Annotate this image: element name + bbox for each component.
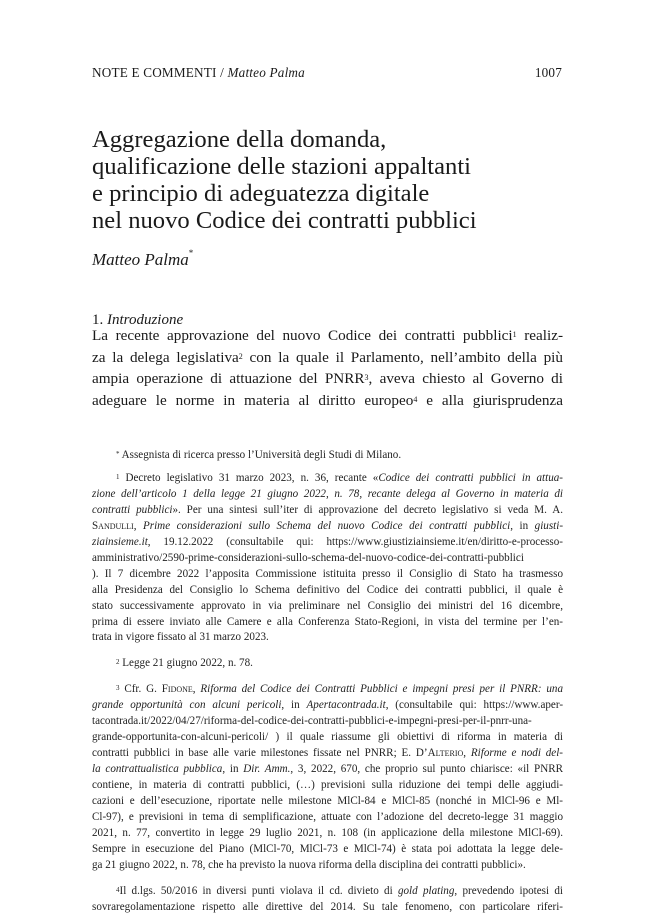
body-text: , aveva chiesto al Governo di bbox=[368, 370, 563, 387]
footnote-text: Sempre in esecuzione del Piano (MlCl-70, MlCl-73 e MlCl-74) è stata poi adottata la legge dele- bbox=[92, 842, 563, 855]
page-number: 1007 bbox=[534, 65, 562, 80]
footnote-ref: 1 bbox=[512, 330, 517, 339]
author-name: Matteo Palma bbox=[92, 250, 189, 269]
footnote-text: , in bbox=[510, 519, 535, 532]
title-line: nel nuovo Codice dei contratti pubblici bbox=[92, 207, 477, 234]
footnote-ref: 2 bbox=[238, 351, 243, 361]
footnote-line bbox=[92, 448, 563, 464]
body-text: ampia operazione di attuazione del PNRR bbox=[92, 370, 365, 387]
footnote-line bbox=[92, 714, 563, 730]
footnote-mark: * bbox=[116, 450, 120, 458]
footnote-text: D’Alterio bbox=[415, 747, 464, 760]
body-line bbox=[92, 347, 563, 369]
footnote-text: cazioni e dell’esecuzione, riportate nelle milestone MlCl-84 e MlCl-85 (nonché in MlCl-96 e Ml- bbox=[92, 795, 563, 808]
title-line: qualificazione delle stazioni appaltanti bbox=[92, 153, 471, 180]
body-line bbox=[92, 325, 563, 347]
footnote-line bbox=[92, 567, 563, 583]
footnote-line bbox=[92, 730, 563, 746]
footnote-text: prima di essere inviato alle Camere e alla Conferenza Stato-Regioni, in vista del termine per l’en- bbox=[92, 615, 563, 628]
footnote-text: Decreto legislativo 31 marzo 2023, n. 36, recante « bbox=[119, 471, 379, 484]
body-text: adeguare le norme in materia al diritto europeo bbox=[92, 391, 414, 409]
body-line bbox=[92, 368, 563, 390]
footnote-text: , 19.12.2022 (consultabile qui: https://www.giustiziainsieme.it/en/diritto-e-processo- bbox=[147, 535, 563, 548]
footnote-3 bbox=[92, 682, 563, 873]
footnote-text: Sandulli bbox=[92, 519, 134, 532]
footnote-text: , in bbox=[281, 699, 307, 712]
footnote-text: ). Il 7 dicembre 2022 l’apposita Commissione istituita presso il Consiglio di Stato ha trasmesso bbox=[92, 567, 563, 580]
section-number: 1. bbox=[92, 312, 104, 328]
footnote-line bbox=[92, 535, 563, 551]
footnote-text: contratti pubblici in base alle varie milestones fissate nel PNRR; E. bbox=[92, 747, 416, 760]
footnote-text: ». Per una sintesi sull’iter di approvazione del decreto legislativo si veda M. A. bbox=[172, 503, 564, 516]
footnote-text: Riforma del Codice dei Contratti Pubblici e impegni presi per il PNRR: una bbox=[200, 683, 564, 696]
footnote-text: Codice dei contratti pubblici in attua- bbox=[378, 471, 564, 484]
title-line: e principio di adeguatezza digitale bbox=[92, 180, 430, 207]
footnotes bbox=[92, 448, 563, 916]
footnote-line bbox=[92, 794, 563, 810]
footnote-line bbox=[92, 519, 563, 535]
body-text: realiz- bbox=[516, 327, 563, 344]
article-author bbox=[92, 250, 193, 270]
footnote-text: Legge 21 giugno 2022, n. 78. bbox=[119, 657, 253, 670]
body-text: e alla giurisprudenza bbox=[417, 391, 563, 409]
footnote-mark: 1 bbox=[116, 472, 120, 481]
footnote-text: contiene, in materia di contratti pubblici, (…) previsioni sulla riduzione dei tempi delle aggiudi- bbox=[92, 779, 563, 792]
body-line bbox=[92, 390, 563, 412]
footnote-line bbox=[92, 630, 563, 646]
footnote-line bbox=[92, 884, 563, 900]
footnote-text: , bbox=[463, 747, 471, 760]
footnote-text: tacontrada.it/2022/04/27/riforma-del-codice-dei-contratti-pubblici-e-impegni-presi-per-il-pnrr-una- bbox=[92, 715, 532, 728]
footnote-star bbox=[92, 448, 563, 464]
section-title: Introduzione bbox=[107, 312, 184, 328]
footnote-line bbox=[92, 842, 563, 858]
footnote-text: ga 21 giugno 2022, n. 78, che ha previsto la nuova riforma della disciplina dei contratti pubblici». bbox=[92, 858, 526, 871]
footnote-line bbox=[92, 503, 563, 519]
footnote-line bbox=[92, 858, 563, 874]
footnote-text: zione dell’articolo 1 della legge 21 giugno 2022, n. 78, recante delega al Governo in materia di bbox=[92, 487, 563, 500]
footnote-line bbox=[92, 762, 563, 778]
footnote-text: Prime considerazioni sullo Schema del nuovo Codice dei contratti pubblici bbox=[143, 519, 511, 532]
footnote-text: amministrativo/2590-prime-considerazioni-sullo-schema-del-nuovo-codice-dei-contratti-pubblici bbox=[92, 551, 524, 564]
footnote-text: Cfr. G. bbox=[119, 683, 162, 696]
body-text: za la delega legislativa bbox=[92, 348, 239, 366]
footnote-text: 2021, n. 77, convertito in legge 29 luglio 2021, n. 108 (in applicazione della milestone MlCl-69). bbox=[92, 826, 563, 839]
footnote-text: sovraregolamentazione rispetto alle direttive del 2014. Su tale fenomeno, con particolare riferi- bbox=[92, 900, 563, 913]
footnote-2 bbox=[92, 656, 563, 672]
body-paragraph bbox=[92, 325, 563, 411]
footnote-line bbox=[92, 583, 563, 599]
author-footnote-mark: * bbox=[188, 248, 194, 258]
article-title bbox=[92, 126, 562, 234]
header-section: NOTE E COMMENTI bbox=[92, 65, 217, 80]
footnote-text: stato successivamente approvato in via preliminare nel Consiglio dei ministri del 16 dicembre, bbox=[92, 599, 563, 612]
footnote-text: , prevedendo ipotesi di bbox=[454, 884, 563, 897]
footnote-text: grande-opportunita-con-alcuni-pericoli/ ) il quale riassume gli obiettivi di riforma in materia di bbox=[92, 731, 563, 744]
footnote-text: Assegnista di ricerca presso l’Università degli Studi di Milano. bbox=[119, 449, 402, 461]
running-header bbox=[92, 65, 562, 81]
footnote-text: Dir. Amm. bbox=[243, 763, 291, 776]
footnote-text: Il d.lgs. 50/2016 in diversi punti violava il cd. divieto di bbox=[119, 884, 398, 897]
footnote-line bbox=[92, 551, 563, 567]
title-line: Aggregazione della domanda, bbox=[92, 126, 387, 153]
footnote-text: la contrattualistica pubblica bbox=[92, 763, 223, 776]
footnote-line bbox=[92, 810, 563, 826]
footnote-line bbox=[92, 778, 563, 794]
footnote-4 bbox=[92, 884, 563, 916]
footnote-ref: 4 bbox=[413, 394, 418, 404]
footnote-text: giusti- bbox=[534, 519, 564, 532]
footnote-text: alla Presidenza del Consiglio lo Schema definitivo del Codice dei contratti pubblici, il quale è bbox=[92, 583, 563, 596]
footnote-mark: 2 bbox=[116, 658, 120, 667]
footnote-line bbox=[92, 656, 563, 672]
footnote-line bbox=[92, 682, 563, 698]
body-text: La recente approvazione del nuovo Codice dei contratti pubblici bbox=[92, 327, 513, 344]
footnote-text: Fidone bbox=[161, 683, 193, 696]
footnote-text: , in bbox=[222, 763, 244, 776]
footnote-ref: 3 bbox=[364, 373, 369, 382]
footnote-line bbox=[92, 900, 563, 916]
running-header-left bbox=[92, 65, 305, 81]
body-text: con la quale il Parlamento, nell’ambito della più bbox=[242, 348, 563, 366]
footnote-text: ziainsieme.it bbox=[92, 535, 148, 548]
footnote-line bbox=[92, 615, 563, 631]
header-separator: / bbox=[216, 65, 228, 80]
footnote-line bbox=[92, 826, 563, 842]
footnote-text: trata in vigore fissato al 31 marzo 2023. bbox=[92, 631, 269, 644]
footnote-mark: 3 bbox=[116, 684, 120, 693]
footnote-line bbox=[92, 599, 563, 615]
footnote-line bbox=[92, 746, 563, 762]
footnote-line bbox=[92, 471, 563, 487]
footnote-text: , 3, 2022, 670, che proprio sul punto chiarisce: «il PNRR bbox=[290, 763, 564, 776]
footnote-text: gold plating bbox=[397, 884, 455, 897]
footnote-line bbox=[92, 698, 563, 714]
footnote-text: , bbox=[192, 683, 201, 696]
footnote-1 bbox=[92, 471, 563, 646]
footnote-text: Apertacontrada.it bbox=[306, 699, 386, 712]
header-author: Matteo Palma bbox=[227, 65, 305, 80]
footnote-text: contratti pubblici bbox=[92, 503, 173, 516]
footnote-text: , bbox=[133, 519, 143, 532]
footnote-text: Cl-97), e previsioni in tema di semplificazione, attuate con l’adozione del decreto-legge 31 maggio bbox=[92, 811, 563, 824]
footnote-text: , (consultabile qui: https://www.aper- bbox=[385, 699, 564, 712]
footnote-text: Riforme e nodi del- bbox=[470, 747, 563, 760]
footnote-text: grande opportunità con alcuni pericoli bbox=[92, 699, 282, 712]
footnote-line bbox=[92, 487, 563, 503]
footnote-mark: 4 bbox=[116, 885, 120, 894]
